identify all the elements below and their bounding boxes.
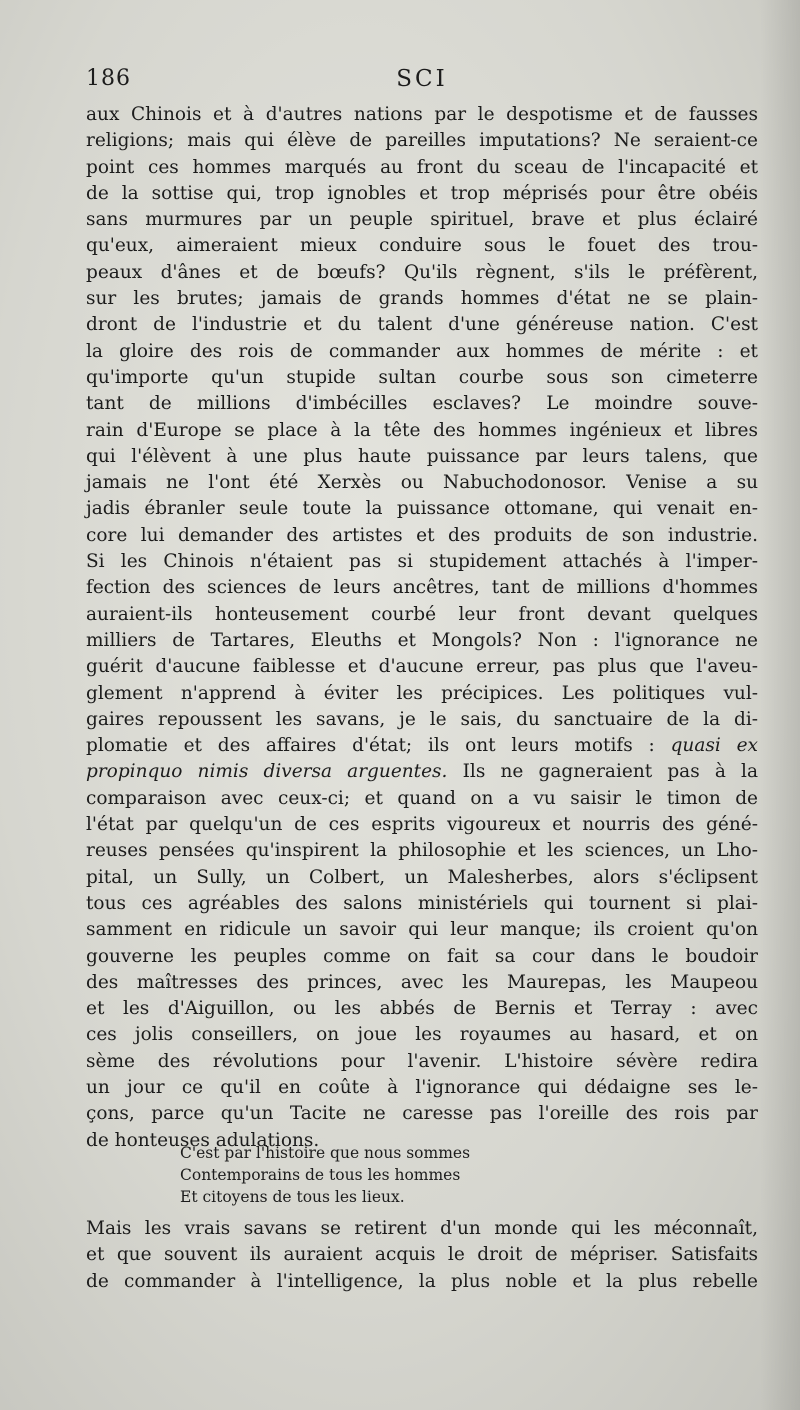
main-paragraph [86, 102, 758, 1154]
text-line: comparaison avec ceux-ci; et quand on a vu saisir le timon de [86, 787, 758, 809]
text-segment: Ils ne gagneraient pas à la [447, 761, 758, 783]
text-segment: plomatie et des affaires d'état; ils ont leurs motifs : [86, 735, 655, 757]
text-line: Mais les vrais savans se retirent d'un monde qui les méconnaît, [86, 1218, 758, 1239]
text-line: peaux d'ânes et de bœufs? Qu'ils règnent, s'ils le préfèrent, [86, 261, 758, 283]
text-line: et les d'Aiguillon, ou les abbés de Bernis et Terray : avec [86, 998, 758, 1020]
text-line: aux Chinois et à d'autres nations par le despotisme et de fausses [86, 104, 758, 125]
text-line: qui l'élèvent à une plus haute puissance par leurs talens, que [86, 445, 758, 467]
text-line: auraient-ils honteusement courbé leur front devant quelques [86, 603, 758, 625]
text-line: milliers de Tartares, Eleuths et Mongols? Non : l'ignorance ne [86, 629, 758, 651]
latin-quote: quasi ex [670, 735, 758, 757]
text-line: jadis ébranler seule toute la puissance ottomane, qui venait en- [86, 498, 758, 520]
text-line: Si les Chinois n'étaient pas si stupidement attachés à l'imper- [86, 551, 758, 573]
text-line: et que souvent ils auraient acquis le droit de mépriser. Satisfaits [86, 1244, 758, 1266]
section-title: SCI [396, 66, 448, 92]
text-line: ces jolis conseillers, on joue les royaumes au hasard, et on [86, 1024, 758, 1046]
text-line: pital, un Sully, un Colbert, un Malesherbes, alors s'éclipsent [86, 866, 758, 888]
text-line: fection des sciences de leurs ancêtres, tant de millions d'hommes [86, 577, 758, 599]
verse-line: C'est par l'histoire que nous sommes [180, 1144, 471, 1162]
text-line: rain d'Europe se place à la tête des hommes ingénieux et libres [86, 419, 758, 441]
text-line: reuses pensées qu'inspirent la philosophie et les sciences, un Lho- [86, 840, 758, 862]
text-line: gaires repoussent les savans, je le sais, du sanctuaire de la di- [86, 708, 758, 730]
verse-line: Contemporains de tous les hommes [180, 1166, 461, 1184]
text-line-with-quote [86, 733, 758, 759]
verse-quote [180, 1142, 640, 1208]
text-line: tant de millions d'imbécilles esclaves? Le moindre souve- [86, 393, 758, 415]
text-line: qu'eux, aimeraient mieux conduire sous le fouet des trou- [86, 235, 758, 257]
text-line: de commander à l'intelligence, la plus noble et la plus rebelle [86, 1270, 758, 1292]
page-number: 186 [86, 66, 131, 91]
latin-quote: propinquo nimis diversa arguentes. [86, 761, 448, 783]
text-line: de la sottise qui, trop ignobles et trop méprisés pour être obéis [86, 182, 758, 204]
text-line: des maîtresses des princes, avec les Maurepas, les Maupeou [86, 971, 758, 993]
text-line: qu'importe qu'un stupide sultan courbe sous son cimeterre [86, 366, 758, 388]
text-line: sur les brutes; jamais de grands hommes d'état ne se plain- [86, 288, 758, 310]
text-line: l'état par quelqu'un de ces esprits vigoureux et nourris des géné- [86, 814, 758, 836]
text-line: tous ces agréables des salons ministériels qui tournent si plai- [86, 892, 758, 914]
text-line: point ces hommes marqués au front du sceau de l'incapacité et [86, 156, 758, 178]
running-head [86, 66, 758, 100]
text-line: la gloire des rois de commander aux hommes de mérite : et [86, 340, 758, 362]
text-line: gouverne les peuples comme on fait sa cour dans le boudoir [86, 945, 758, 967]
text-line: dront de l'industrie et du talent d'une généreuse nation. C'est [86, 314, 758, 336]
text-line: guérit d'aucune faiblesse et d'aucune erreur, pas plus que l'aveu- [86, 656, 758, 678]
text-line-with-quote [86, 759, 758, 785]
text-line: de honteuses adulations. [86, 1129, 320, 1151]
text-line: sème des révolutions pour l'avenir. L'histoire sévère redira [86, 1050, 758, 1072]
text-line: sans murmures par un peuple spirituel, brave et plus éclairé [86, 209, 758, 231]
text-line: çons, parce qu'un Tacite ne caresse pas l'oreille des rois par [86, 1103, 758, 1125]
text-line: core lui demander des artistes et des produits de son industrie. [86, 524, 758, 546]
text-line: samment en ridicule un savoir qui leur manque; ils croient qu'on [86, 919, 758, 941]
verse-line: Et citoyens de tous les lieux. [180, 1188, 405, 1206]
text-line: jamais ne l'ont été Xerxès ou Nabuchodonosor. Venise a su [86, 472, 758, 494]
second-paragraph [86, 1216, 758, 1295]
text-line: un jour ce qu'il en coûte à l'ignorance qui dédaigne ses le- [86, 1076, 758, 1098]
text-line: glement n'apprend à éviter les précipices. Les politiques vul- [86, 682, 758, 704]
text-line: religions; mais qui élève de pareilles imputations? Ne seraient-ce [86, 130, 758, 152]
